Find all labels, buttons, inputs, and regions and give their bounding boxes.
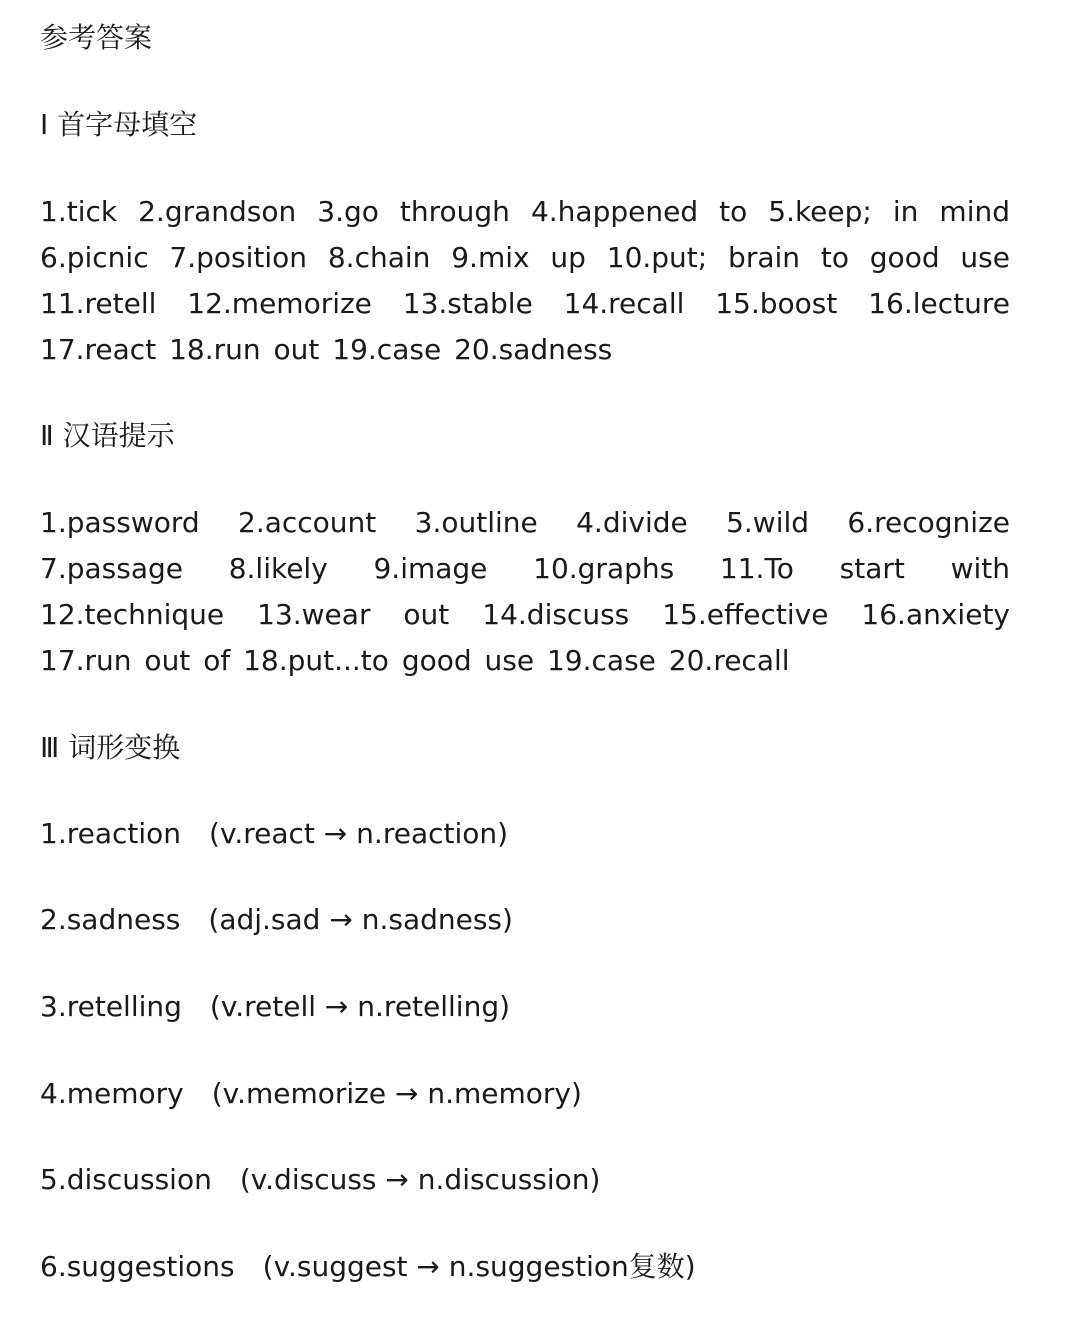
word-form-answer: 1.reaction [40,817,182,850]
word-form-item [40,1160,600,1200]
word-form-answer: 3.retelling [40,990,182,1023]
word-form-note: (v.discuss → n.discussion) [239,1163,601,1196]
section-heading-2: Ⅱ 汉语提示 [40,419,175,452]
word-form-item [40,900,513,940]
word-form-note: (v.react → n.reaction) [209,817,509,850]
page-title: 参考答案 [40,21,153,54]
word-form-note: (v.suggest → n.suggestion复数) [262,1250,696,1283]
word-form-answer: 6.suggestions [40,1250,235,1283]
section-heading-3: Ⅲ 词形变换 [40,731,181,764]
section-1-answers: 1.tick 2.grandson 3.go through 4.happened to 5.keep; in mind 6.picnic 7.position 8.chain 9.mix up 10.put; brain to good use 11.retell 12.memorize 13.stable 14.recall 15.boost 16.lecture 17.react 18.run out 19.case 20.sadness [40,195,1010,366]
word-form-answer: 4.memory [40,1077,184,1110]
word-form-note: (adj.sad → n.sadness) [208,903,513,936]
word-form-note: (v.memorize → n.memory) [211,1077,582,1110]
section-2-answers: 1.password 2.account 3.outline 4.divide 5.wild 6.recognize 7.passage 8.likely 9.image 10.graphs 11.To start with 12.technique 13.wear out 14.discuss 15.effective 16.anxiety 17.run out of 18.put...to good use 19.case 20.recall [40,506,1010,677]
word-form-answer: 5.discussion [40,1163,212,1196]
word-form-note: (v.retell → n.retelling) [209,990,511,1023]
word-form-item [40,1247,696,1287]
word-form-item [40,987,510,1027]
word-form-item [40,1074,582,1114]
word-form-item [40,814,508,854]
section-heading-1: Ⅰ 首字母填空 [40,108,198,141]
word-form-answer: 2.sadness [40,903,181,936]
